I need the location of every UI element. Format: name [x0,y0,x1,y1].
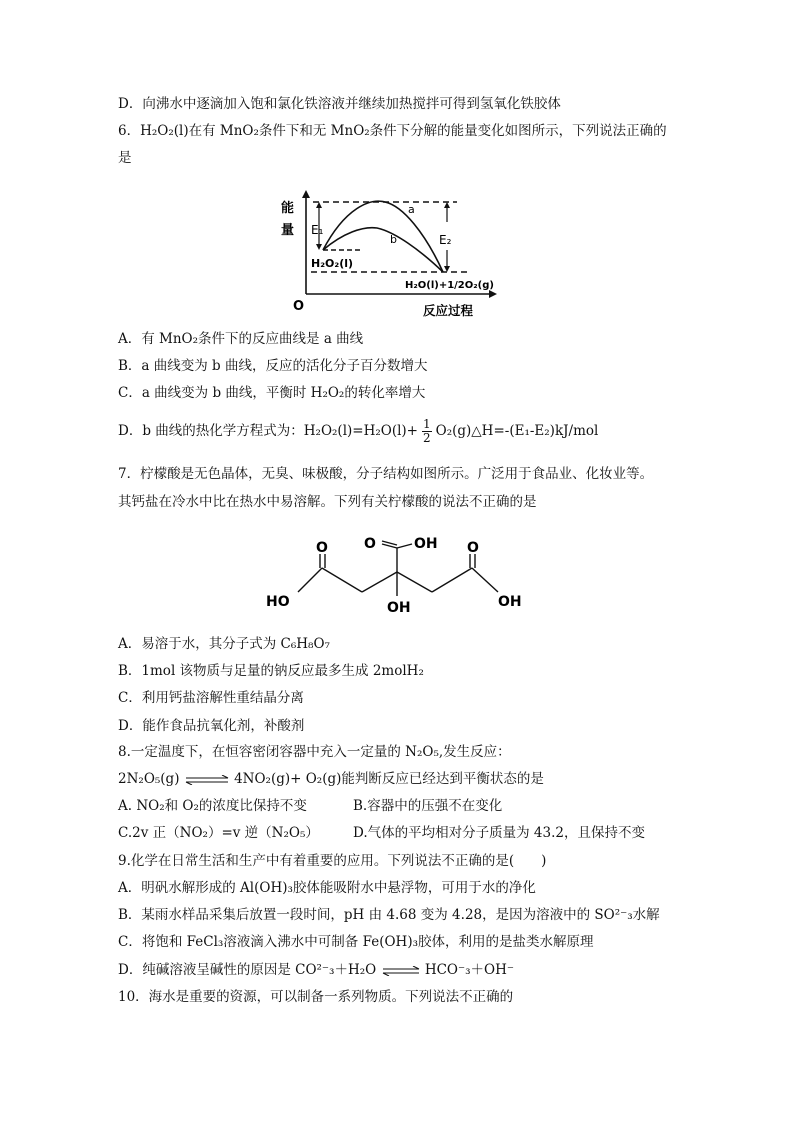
q6-option-a: A．有 MnO₂条件下的反应曲线是 a 曲线 [118,331,364,347]
reversible-arrow-icon [184,775,230,785]
bond-right-coh [472,568,498,592]
y-label-2: 量 [281,223,295,238]
q8-option-d: D.气体的平均相对分子质量为 43.2，且保持不变 [353,825,645,841]
q7-option-b: B．1mol 该物质与足量的钠反应最多生成 2molH₂ [118,663,424,679]
q6-option-d-pre: D．b 曲线的热化学方程式为：H₂O₂(l)=H₂O(l)+ [118,423,418,439]
q7-option-d: D．能作食品抗氧化剂，补酸剂 [118,718,305,734]
q6-option-c: C．a 曲线变为 b 曲线，平衡时 H₂O₂的转化率增大 [118,385,426,401]
q10-stem: 10．海水是重要的资源，可以制备一系列物质。下列说法不正确的 [118,989,514,1005]
curve-b-label: b [390,233,397,246]
q7-option-c: C．利用钙盐溶解性重结晶分离 [118,690,304,706]
q7-stem-line2: 其钙盐在冷水中比在热水中易溶解。下列有关柠檬酸的说法不正确的是 [118,494,537,510]
e1-arrow-head-up [316,202,322,208]
fraction-numerator: 1 [423,417,431,431]
atom-o-right: O [467,540,479,556]
energy-diagram [275,188,505,320]
atom-oh-top: OH [414,536,438,552]
q9-option-d [118,960,514,980]
q7-option-a: A．易溶于水，其分子式为 C₆H₈O₇ [118,636,330,652]
q7-stem-line1: 7．柠檬酸是无色晶体，无臭、味极酸，分子结构如图所示。广泛用于食品业、化妆业等。 [118,466,654,482]
atom-o-left: O [316,540,328,556]
y-label-1: 能 [281,201,295,216]
q6-option-b: B．a 曲线变为 b 曲线，反应的活化分子百分数增大 [118,358,428,374]
q8-option-a: A. NO₂和 O₂的浓度比保持不变 [118,798,307,814]
q9-option-c: C．将饱和 FeCl₃溶液滴入沸水中可制备 Fe(OH)₃胶体，利用的是盐类水解原理 [118,934,594,950]
product-label: H₂O(l)+1/2O₂(g) [405,280,494,291]
q6-option-d-post: O₂(g)△H=-(E₁-E₂)kJ/mol [435,423,599,439]
q9-option-b: B．某雨水样品采集后放置一段时间，pH 由 4.68 变为 4.28，是因为溶液中的 SO²⁻₃水解 [118,907,660,923]
bond-left-coh [298,568,322,592]
x-axis-label: 反应过程 [423,303,474,318]
y-axis-arrow [302,190,310,198]
bond-c3-c4 [397,572,432,592]
q9-option-d-pre: D．纯碱溶液呈碱性的原因是 CO²⁻₃＋H₂O [118,962,377,978]
q9-option-d-post: HCO⁻₃＋OH⁻ [424,962,514,978]
q8-option-b: B.容器中的压强不在变化 [353,798,503,814]
q8-equation-left: 2N₂O₅(g) [118,771,180,787]
atom-ho-left: HO [266,594,290,610]
q8-equation [118,769,544,789]
bond-center-coh [397,544,412,548]
atom-o-top: O [364,536,376,552]
citric-acid-structure [262,528,532,620]
origin-label: O [293,299,305,314]
reactant-label: H₂O₂(l) [311,257,354,270]
q6-option-d [118,414,598,448]
bond-c2-c3 [362,572,397,592]
e2-arrow-head-down [444,266,450,272]
q8-stem-line1: 8.一定温度下，在恒容密闭容器中充入一定量的 N₂O₅,发生反应： [118,744,511,760]
curve-a-label: a [408,203,415,216]
atom-oh-bottom: OH [387,600,411,616]
fraction-denominator: 2 [423,431,431,445]
atom-oh-right: OH [498,594,522,610]
x-axis-arrow [489,290,497,298]
bond-c1-c2 [322,568,362,592]
q5-option-d: D．向沸水中逐滴加入饱和氯化铁溶液并继续加热搅拌可得到氢氧化铁胶体 [118,96,561,112]
q8-option-c: C.2v 正（NO₂）=v 逆（N₂O₅） [118,825,319,841]
fraction-one-half [422,418,432,445]
reversible-arrow-icon [381,966,421,976]
q6-stem-line1: 6．H₂O₂(l)在有 MnO₂条件下和无 MnO₂条件下分解的能量变化如图所示，下列说法正确的 [118,123,667,139]
e1-arrow-head-down [316,244,322,250]
e2-arrow-head-up [444,202,450,208]
e2-label: E₂ [439,233,452,247]
q8-equation-right: 4NO₂(g)+ O₂(g)能判断反应已经达到平衡状态的是 [234,771,544,787]
q9-option-a: A．明矾水解形成的 Al(OH)₃胶体能吸附水中悬浮物，可用于水的净化 [118,880,536,896]
q6-stem-line2: 是 [118,150,132,166]
bond-c4-c5 [432,568,472,592]
e1-label: E₁ [311,223,324,237]
q9-stem: 9.化学在日常生活和生产中有着重要的应用。下列说法不正确的是( ) [118,853,547,869]
